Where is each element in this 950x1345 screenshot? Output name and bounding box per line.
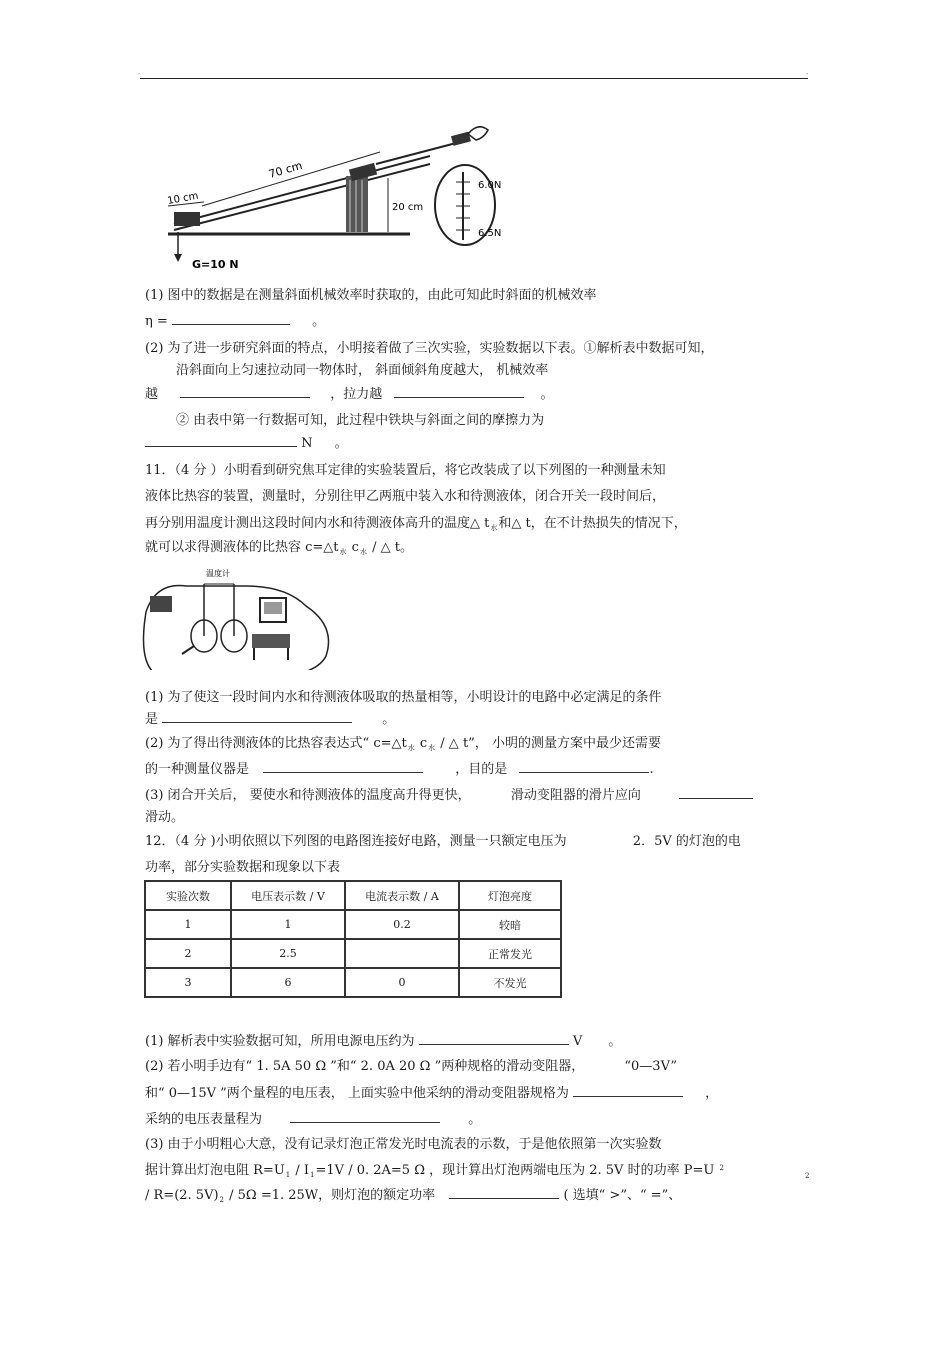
gauge-bottom-label: 6.5N [478,228,502,239]
supply-voltage-blank[interactable] [419,1031,569,1045]
q12-p3-line2-c: =1V / 0. 2A=5 Ω ，现计算出灯泡两端电压为 2. 5V 时的功率 P=U [315,1163,715,1178]
table-header-row [145,881,561,910]
q10-p1-end: 。 [312,314,326,329]
q11-line4-c: / △ t。 [372,540,413,555]
table-header-cell: 实验次数 [145,881,231,910]
table-cell: 1 [145,910,231,939]
slider-direction-blank[interactable] [679,785,753,799]
q11-p3-line2: 滑动。 [145,810,185,825]
q12-p3-line2-b: / I [295,1163,310,1178]
rated-power-blank[interactable] [449,1185,559,1199]
table-header-cell: 电流表示数 / A [345,881,459,910]
weight-label: G=10 N [192,258,239,271]
q12-line1-a: 12．（4 分 )小明依照以下列图的电路图连接好电路，测量一只额定电压为 [145,834,567,849]
table-cell: 较暗 [459,910,561,939]
condition-blank[interactable] [162,709,352,723]
friction-blank[interactable] [145,433,297,447]
table-row [145,910,561,939]
data-table [144,880,562,998]
q10-more-label: 越 [145,387,159,402]
q11-p2-sub2: 水 [428,744,436,752]
q11-line3 [145,512,687,533]
q11-instrument-label: 的一种测量仪器是 [145,762,250,777]
q11-p3-line1 [145,784,753,803]
q11-p2-c: / △ t”， 小明的测量方案中最少还需要 [440,736,661,751]
q11-p3-b: 滑动变阻器的滑片应向 [510,788,641,803]
q10-p1-line2 [145,310,325,329]
q12-p2-a: (2) 若小明手边有“ 1. 5A 50 Ω ”和“ 2. 0A 20 Ω ”两种规格的滑动变阻器， [145,1059,585,1074]
q11-p2-line2-end: . [649,762,654,777]
q11-line3-a: 再分别用温度计测出这段时间内水和待测液体高升的温度△ t [145,516,490,531]
table-cell: 1 [231,910,345,939]
pull-label: ，拉力越 [330,387,383,402]
table-header-cell: 灯泡亮度 [459,881,561,910]
q10-p1-line1: (1) 图中的数据是在测量斜面机械效率时获取的，由此可知此时斜面的机械效率 [145,288,597,303]
pull-blank[interactable] [394,384,524,398]
q11-p1-label: 是 [145,712,159,727]
header-left-mark: - [138,70,141,78]
instrument-blank[interactable] [263,759,423,773]
q11-line2: 液体比热容的装置，测量时，分别往甲乙两瓶中装入水和待测液体，闭合开关一段时间后， [145,489,666,504]
q10-p2-line5-end: 。 [334,436,348,451]
q12-p2-line2-a: 和“ 0—15V ”两个量程的电压表， 上面实验中他采纳的滑动变阻器规格为 [145,1086,569,1101]
table-cell [345,939,459,968]
q10-p2-line1: (2) 为了进一步研究斜面的特点，小明接着做了三次实验，实验数据以下表。①解析表中数据可知， [145,341,714,356]
q12-p3-line1: (3) 由于小明粗心大意，没有记录灯泡正常发光时电流表的示数，于是他依照第一次实验数 [145,1137,662,1152]
table-header-cell: 电压表示数 / V [231,881,345,910]
q10-p2-line3 [145,383,554,402]
q12-line1 [145,830,741,849]
q12-p2-line3 [145,1108,481,1127]
q12-p3-line3 [145,1184,681,1204]
q12-p2-line3-a: 采纳的电压表量程为 [145,1112,263,1127]
thermometer-label: 温度计 [206,569,230,578]
q11-line3-b: 和△ t，在不计热损失的情况下， [498,516,687,531]
q11-p3-a: (3) 闭合开关后， 要使水和待测液体的温度高升得更快， [145,788,471,803]
header-right-mark: - [806,70,809,78]
table-cell: 6 [231,968,345,997]
table-cell: 3 [145,968,231,997]
eta-blank[interactable] [172,311,290,325]
q12-p2-line1 [145,1055,677,1074]
friction-unit: N [301,436,313,451]
incline-offset-label: 10 cm [166,190,200,207]
q12-p1-unit: V [572,1034,583,1049]
table-cell: 2.5 [231,939,345,968]
q12-p1 [145,1030,621,1049]
incline-length-label: 70 cm [267,158,304,181]
q10-p2-line3-end: 。 [540,387,554,402]
q12-p3-line2-s4: 2 [805,1172,810,1180]
q12-p3-line2-s2: 1 [310,1171,315,1179]
q11-p2-line1 [145,732,661,753]
table-cell: 2 [145,939,231,968]
q11-p2-a: (2) 为了得出待测液体的比热容表达式“ c=△t [145,736,407,751]
inclined-plane-figure [160,120,520,280]
rheostat-blank[interactable] [573,1083,683,1097]
table-cell: 0 [345,968,459,997]
efficiency-blank[interactable] [180,384,310,398]
q11-p2-b: c [419,736,428,751]
q12-p3-line3-a: / R=(2. 5V) [145,1188,219,1203]
q12-p2-line2 [145,1082,718,1101]
q11-p1-end: 。 [382,712,396,727]
q11-p2-line2 [145,758,654,777]
q12-p1-end: 。 [608,1034,622,1049]
q11-line4-sub2: 水 [359,548,367,556]
purpose-blank[interactable] [519,759,649,773]
q11-line3-sub: 水 [490,524,498,532]
q11-line4-sub1: 水 [339,548,347,556]
table-cell: 0.2 [345,910,459,939]
q10-p2-line4: ② 由表中第一行数据可知，此过程中铁块与斜面之间的摩擦力为 [176,413,545,428]
table-row [145,939,561,968]
q11-purpose-label: ，目的是 [455,762,508,777]
q12-p3-line3-b: / 5Ω =1. 25W，则灯泡的额定功率 [229,1188,436,1203]
q11-line4-a: 就可以求得测液体的比热容 c=△t [145,540,339,555]
q12-p3-line2-s1: 1 [285,1171,291,1179]
q12-p3-line2-s3: 2 [719,1164,724,1172]
q11-p2-sub1: 水 [407,744,415,752]
q12-p2-b: “0—3V” [624,1059,678,1074]
q11-line1: 11．（4 分 ）小明看到研究焦耳定律的实验装置后，将它改装成了以下列图的一种测量未知 [145,463,666,478]
table-cell: 不发光 [459,968,561,997]
q11-line4 [145,536,413,557]
eta-label: η = [145,314,168,329]
q11-line4-b: c [351,540,359,555]
gauge-top-label: 6.0N [478,180,502,191]
height-label: 20 cm [392,202,424,213]
header-rule [140,78,808,79]
q11-p1-line2 [145,708,395,727]
voltmeter-range-blank[interactable] [290,1109,440,1123]
q12-p3-line3-s1: 2 [219,1196,224,1204]
q12-p2-line3-end: 。 [468,1112,482,1127]
q11-p1-line1: (1) 为了使这一段时间内水和待测液体吸取的热量相等，小明设计的电路中必定满足的条件 [145,690,662,705]
q12-p3-line2 [145,1159,725,1179]
q12-p3-line3-c: ( 选填“ >”、“ =”、 [563,1188,682,1203]
q12-p2-line2-b: ， [705,1086,719,1101]
q10-p2-line2: 沿斜面向上匀速拉动同一物体时， 斜面倾斜角度越大， 机械效率 [176,363,549,378]
q12-line1-b: 2．5V 的灯泡的电 [632,834,741,849]
q12-line2: 功率，部分实验数据和现象以下表 [145,860,341,875]
table-row [145,968,561,997]
table-cell: 正常发光 [459,939,561,968]
q12-p1-a: (1) 解析表中实验数据可知，所用电源电压约为 [145,1034,415,1049]
q10-p2-line5 [145,432,348,451]
q12-p3-line2-a: 据计算出灯泡电阻 R=U [145,1163,285,1178]
circuit-figure [142,568,342,670]
